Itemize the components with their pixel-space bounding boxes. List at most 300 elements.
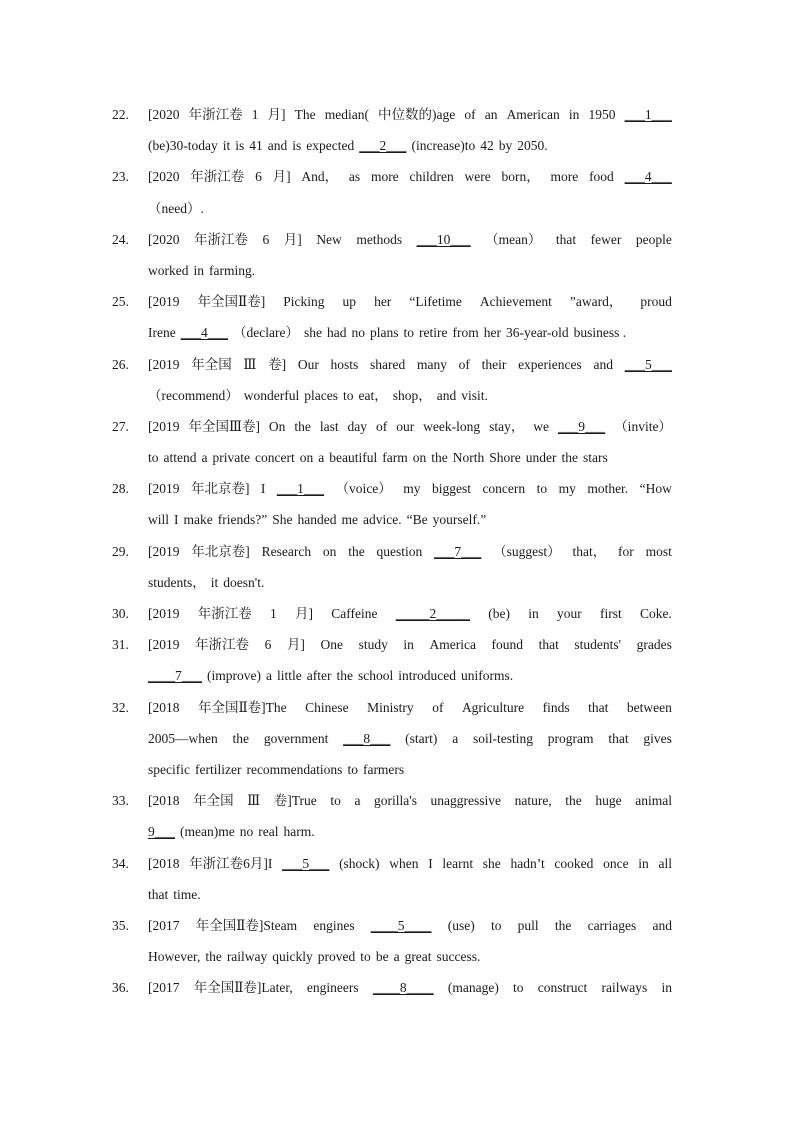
- word: 年全国: [193, 793, 234, 809]
- word: finds: [542, 699, 570, 715]
- word: [2017: [148, 917, 180, 933]
- exercise-item: [0, 286, 794, 348]
- word: business .: [573, 325, 627, 341]
- exercise-item: [0, 411, 794, 473]
- word: no: [239, 824, 254, 840]
- word: animal: [635, 793, 672, 809]
- word: first: [599, 606, 622, 621]
- word: fewer: [590, 231, 622, 247]
- exercise-text: [148, 99, 672, 130]
- word: 6: [262, 231, 270, 247]
- exercise-item: [0, 161, 794, 223]
- exercise-text: [148, 255, 672, 286]
- exercise-line: [0, 536, 794, 567]
- exercise-line: [0, 972, 794, 1003]
- exercise-number: 22.: [112, 107, 129, 122]
- word: （invite）: [614, 418, 672, 434]
- exercise-text: [148, 473, 672, 504]
- word: Caffeine: [331, 606, 378, 621]
- word: found: [491, 637, 524, 653]
- word: Irene: [148, 325, 176, 341]
- exercise-line: [0, 411, 794, 442]
- exercise-number: 33.: [112, 793, 129, 809]
- word: students，: [148, 574, 206, 590]
- word: unaggressive: [430, 793, 502, 809]
- word: (mean)me: [180, 824, 235, 840]
- answer-blank: ___9___: [557, 418, 606, 434]
- word: yourself.”: [432, 512, 487, 528]
- exercise-item: [0, 972, 794, 1003]
- exercise-line: [0, 567, 794, 598]
- answer-blank: ___1___: [276, 481, 325, 497]
- word: 年全国Ⅲ卷]: [188, 418, 260, 434]
- word: engines: [313, 917, 355, 933]
- word: Picking: [283, 294, 325, 310]
- word: wonderful: [243, 387, 300, 403]
- word: by: [498, 138, 513, 154]
- word: 年全国Ⅱ卷]Steam: [195, 917, 298, 933]
- word: the: [294, 418, 311, 434]
- exercise-line: [0, 848, 794, 879]
- exercise-item: [0, 629, 794, 691]
- exercise-line: [0, 255, 794, 286]
- word: learnt: [442, 855, 474, 871]
- word: expected: [306, 138, 355, 154]
- word: handed: [297, 512, 337, 528]
- word: She: [272, 512, 293, 528]
- word: retire: [418, 325, 448, 341]
- word: Ⅲ: [243, 356, 257, 372]
- exercise-item: [0, 349, 794, 411]
- word: in: [403, 637, 414, 653]
- word: visit.: [461, 387, 488, 403]
- word: [2019: [148, 543, 180, 559]
- word: uniforms.: [460, 668, 514, 684]
- word: that: [555, 231, 577, 247]
- exercise-text: [148, 972, 672, 1003]
- word: 月]: [295, 606, 313, 621]
- word: and: [593, 356, 613, 372]
- word: Achievement: [479, 294, 552, 310]
- word: she: [482, 855, 501, 871]
- exercise-text: [148, 754, 672, 785]
- answer-blank: ___1___: [624, 107, 672, 122]
- exercise-text: [148, 504, 672, 535]
- word: question: [376, 543, 423, 559]
- word: stars: [582, 450, 608, 466]
- word: 1950: [588, 107, 616, 122]
- word: [2020: [148, 231, 180, 247]
- word: from: [452, 325, 479, 341]
- exercise-text: [148, 785, 672, 816]
- answer-blank: ___4___: [180, 325, 228, 341]
- exercise-line: [0, 660, 794, 691]
- word: a: [393, 949, 400, 965]
- word: a: [318, 450, 325, 466]
- word: children: [409, 169, 454, 185]
- word: the: [565, 793, 582, 809]
- word: that: [148, 886, 169, 902]
- word: “Be: [406, 512, 428, 528]
- word: cooked: [554, 855, 594, 871]
- exercise-item: [0, 848, 794, 910]
- word: hadn’t: [510, 855, 545, 871]
- word: gives: [643, 730, 672, 746]
- answer-blank: ___5___: [624, 356, 672, 372]
- word: Coke.: [639, 606, 672, 621]
- word: (be)30-today: [148, 138, 218, 154]
- word: 年全国Ⅱ卷]: [197, 294, 266, 310]
- exercise-number: 28.: [112, 481, 129, 497]
- word: [2020: [148, 169, 180, 185]
- exercise-line: [0, 161, 794, 192]
- word: study: [358, 637, 388, 653]
- word: had: [326, 325, 347, 341]
- word: make: [183, 512, 213, 528]
- exercise-line: [0, 785, 794, 816]
- word: more: [370, 169, 399, 185]
- exercise-line: [0, 692, 794, 723]
- exercise-line: [0, 349, 794, 380]
- exercise-number: 25.: [112, 294, 129, 310]
- word: in: [193, 262, 205, 278]
- word: [2018: [148, 699, 180, 715]
- exercise-line: [0, 224, 794, 255]
- word: my: [558, 481, 576, 497]
- word: success.: [436, 949, 481, 965]
- word: construct: [537, 980, 588, 996]
- exercise-item: [0, 785, 794, 847]
- answer-blank: ___8___: [343, 730, 391, 746]
- exercise-text: [148, 224, 672, 255]
- word: no: [351, 325, 365, 341]
- word: doesn't.: [223, 574, 265, 590]
- word: to: [403, 325, 414, 341]
- word: median(: [324, 107, 369, 122]
- word: be: [375, 949, 389, 965]
- word: students': [574, 637, 622, 653]
- word: their: [481, 356, 507, 372]
- word: mother.: [587, 481, 629, 497]
- exercise-text: [148, 161, 672, 192]
- exercise-line: [0, 130, 794, 161]
- word: I: [174, 512, 179, 528]
- answer-blank: ___2___: [359, 138, 407, 154]
- word: introduced: [398, 668, 456, 684]
- word: worked: [148, 262, 189, 278]
- exercise-item: [0, 692, 794, 786]
- word: were: [464, 169, 491, 185]
- word: nature,: [514, 793, 552, 809]
- word: a: [265, 668, 272, 684]
- word: One: [320, 637, 343, 653]
- word: ”award，: [569, 294, 623, 310]
- word: between: [626, 699, 672, 715]
- word: me: [341, 512, 358, 528]
- exercise-line: [0, 442, 794, 473]
- word: as: [348, 169, 361, 185]
- exercise-number: 31.: [112, 637, 129, 653]
- word: Ministry: [367, 699, 414, 715]
- exercise-text: [148, 879, 672, 910]
- word: quickly: [272, 949, 313, 965]
- word: that: [588, 699, 609, 715]
- word: eat，: [358, 387, 388, 403]
- word: it: [222, 138, 231, 154]
- word: our: [396, 418, 415, 434]
- exercise-line: [0, 504, 794, 535]
- word: (use): [447, 917, 475, 933]
- word: (manage): [447, 980, 499, 996]
- exercise-text: [148, 848, 672, 879]
- exercise-number: 27.: [112, 418, 129, 434]
- word: real: [258, 824, 279, 840]
- exercise-number: 34.: [112, 855, 129, 871]
- exercise-line: [0, 286, 794, 317]
- exercise-number: 29.: [112, 543, 129, 559]
- word: biggest: [431, 481, 471, 497]
- word: when: [389, 855, 419, 871]
- word: American: [506, 107, 560, 122]
- word: to: [148, 450, 159, 466]
- word: the: [561, 450, 578, 466]
- exercise-item: [0, 473, 794, 535]
- answer-blank: ___5___: [282, 855, 330, 871]
- word: the: [336, 668, 353, 684]
- exercise-text: [148, 286, 672, 317]
- exercise-text: [148, 130, 672, 161]
- word: 年北京卷]: [191, 543, 250, 559]
- word: （suggest）: [493, 543, 561, 559]
- exercise-line: [0, 879, 794, 910]
- word: soil-testing: [473, 730, 533, 746]
- word: food: [589, 169, 614, 185]
- exercise-text: [148, 317, 672, 348]
- exercise-line: [0, 629, 794, 660]
- word: huge: [595, 793, 622, 809]
- word: your: [556, 606, 582, 621]
- word: 6: [255, 169, 262, 185]
- word: to: [360, 949, 371, 965]
- word: to: [536, 481, 548, 497]
- word: “How: [639, 481, 672, 497]
- word: 月]: [286, 637, 305, 653]
- exercise-item: [0, 224, 794, 286]
- exercise-line: [0, 473, 794, 504]
- word: 2050.: [517, 138, 548, 154]
- word: （need）.: [148, 200, 204, 216]
- answer-blank: ____5____: [370, 917, 432, 933]
- word: stay，: [489, 418, 525, 434]
- answer-blank: ____8____: [372, 980, 434, 996]
- exercise-text: [148, 910, 672, 941]
- word: 年全国Ⅱ卷]Later,: [193, 980, 293, 996]
- word: （declare）: [232, 325, 299, 341]
- word: 年浙江卷: [188, 107, 243, 122]
- exercise-text: [148, 536, 672, 567]
- word: her: [374, 294, 392, 310]
- word: to: [342, 387, 354, 403]
- answer-blank: ___7___: [434, 543, 482, 559]
- word: （voice）: [335, 481, 392, 497]
- exercise-text: [148, 193, 672, 224]
- word: and: [267, 138, 288, 154]
- exercise-line: [0, 816, 794, 847]
- answer-blank: ___4___: [624, 169, 672, 185]
- word: 中位数的)age: [378, 107, 456, 122]
- exercise-item: [0, 99, 794, 161]
- exercise-number: 35.: [112, 917, 129, 933]
- word: government: [263, 730, 329, 746]
- word: I: [260, 481, 266, 497]
- word: in: [661, 980, 672, 996]
- word: [2020: [148, 107, 180, 122]
- word: private: [212, 450, 250, 466]
- word: up: [342, 294, 357, 310]
- exercise-list: [0, 99, 794, 1003]
- word: to: [330, 793, 341, 809]
- word: railways: [601, 980, 648, 996]
- word: shared: [370, 356, 406, 372]
- exercise-number: 30.: [112, 606, 129, 621]
- word: 36-year-old: [505, 325, 569, 341]
- word: more: [550, 169, 579, 185]
- word: gorilla's: [374, 793, 417, 809]
- word: the: [348, 543, 365, 559]
- word: program: [547, 730, 594, 746]
- word: in: [638, 855, 649, 871]
- word: 月]: [272, 169, 291, 185]
- word: pull: [517, 917, 539, 933]
- word: attend: [163, 450, 197, 466]
- exercise-text: [148, 380, 672, 411]
- word: 月]: [267, 107, 286, 122]
- word: will: [148, 512, 170, 528]
- word: that: [608, 730, 629, 746]
- word: we: [533, 418, 550, 434]
- word: North: [452, 450, 485, 466]
- answer-blank: 9___: [148, 824, 175, 840]
- word: beautiful: [329, 450, 378, 466]
- word: people: [635, 231, 672, 247]
- word: born，: [501, 169, 540, 185]
- exercise-text: [148, 349, 672, 380]
- word: 1: [251, 107, 259, 122]
- word: 42: [480, 138, 494, 154]
- word: proved: [317, 949, 356, 965]
- exercise-item: [0, 910, 794, 972]
- exercise-line: [0, 910, 794, 941]
- word: “Lifetime: [409, 294, 462, 310]
- exercise-item: [0, 598, 794, 629]
- word: 2005—when: [148, 730, 218, 746]
- word: And，: [301, 169, 339, 185]
- word: 年浙江卷: [190, 169, 245, 185]
- word: [2019: [148, 481, 180, 497]
- word: the: [431, 450, 448, 466]
- word: Agriculture: [461, 699, 525, 715]
- exercise-text: [148, 692, 672, 723]
- answer-blank: ____7___: [148, 668, 202, 684]
- word: grades: [636, 637, 672, 653]
- word: that，: [572, 543, 607, 559]
- word: [2019: [148, 606, 180, 621]
- word: of: [464, 107, 476, 122]
- word: 月]: [283, 231, 302, 247]
- word: is: [235, 138, 245, 154]
- word: 年浙江卷6月]I: [189, 855, 273, 871]
- word: 年全国: [191, 356, 232, 372]
- exercise-line: [0, 317, 794, 348]
- word: 卷]True: [273, 793, 317, 809]
- word: [2019: [148, 356, 180, 372]
- exercise-number: 32.: [112, 699, 129, 715]
- word: little: [276, 668, 302, 684]
- word: 卷]: [268, 356, 287, 372]
- word: last: [319, 418, 339, 434]
- word: recommendations: [246, 761, 343, 777]
- exercise-number: 24.: [112, 231, 129, 247]
- word: Chinese: [305, 699, 349, 715]
- word: a: [452, 730, 459, 746]
- word: in: [568, 107, 580, 122]
- word: railway: [226, 949, 268, 965]
- word: my: [403, 481, 421, 497]
- word: on: [299, 450, 314, 466]
- word: time.: [173, 886, 201, 902]
- word: farmers: [362, 761, 405, 777]
- word: harm.: [283, 824, 315, 840]
- exercise-text: [148, 411, 672, 442]
- word: and: [652, 917, 672, 933]
- word: Ⅲ: [247, 793, 261, 809]
- word: engineers: [306, 980, 359, 996]
- word: most: [645, 543, 672, 559]
- exercise-number: 26.: [112, 356, 129, 372]
- word: [2019: [148, 294, 180, 310]
- word: I: [428, 855, 433, 871]
- word: that: [538, 637, 559, 653]
- answer-blank: _____2_____: [395, 606, 470, 621]
- word: and: [436, 387, 457, 403]
- word: However,: [148, 949, 201, 965]
- word: to: [513, 980, 524, 996]
- word: concert: [255, 450, 295, 466]
- word: hosts: [330, 356, 359, 372]
- word: to: [347, 761, 358, 777]
- exercise-line: [0, 193, 794, 224]
- word: she: [303, 325, 322, 341]
- exercise-line: [0, 941, 794, 972]
- word: [2018: [148, 855, 180, 871]
- word: farm: [382, 450, 408, 466]
- word: 1: [270, 606, 277, 621]
- word: (shock): [339, 855, 380, 871]
- word: a: [354, 793, 361, 809]
- word: On: [268, 418, 286, 434]
- word: of: [432, 699, 444, 715]
- word: her: [483, 325, 501, 341]
- word: the: [205, 949, 222, 965]
- word: (improve): [207, 668, 261, 684]
- exercise-text: [148, 723, 672, 754]
- word: in: [528, 606, 539, 621]
- word: experiences: [518, 356, 582, 372]
- word: proud: [640, 294, 672, 310]
- exercise-text: [148, 567, 672, 598]
- exercise-number: 23.: [112, 169, 129, 185]
- word: great: [404, 949, 432, 965]
